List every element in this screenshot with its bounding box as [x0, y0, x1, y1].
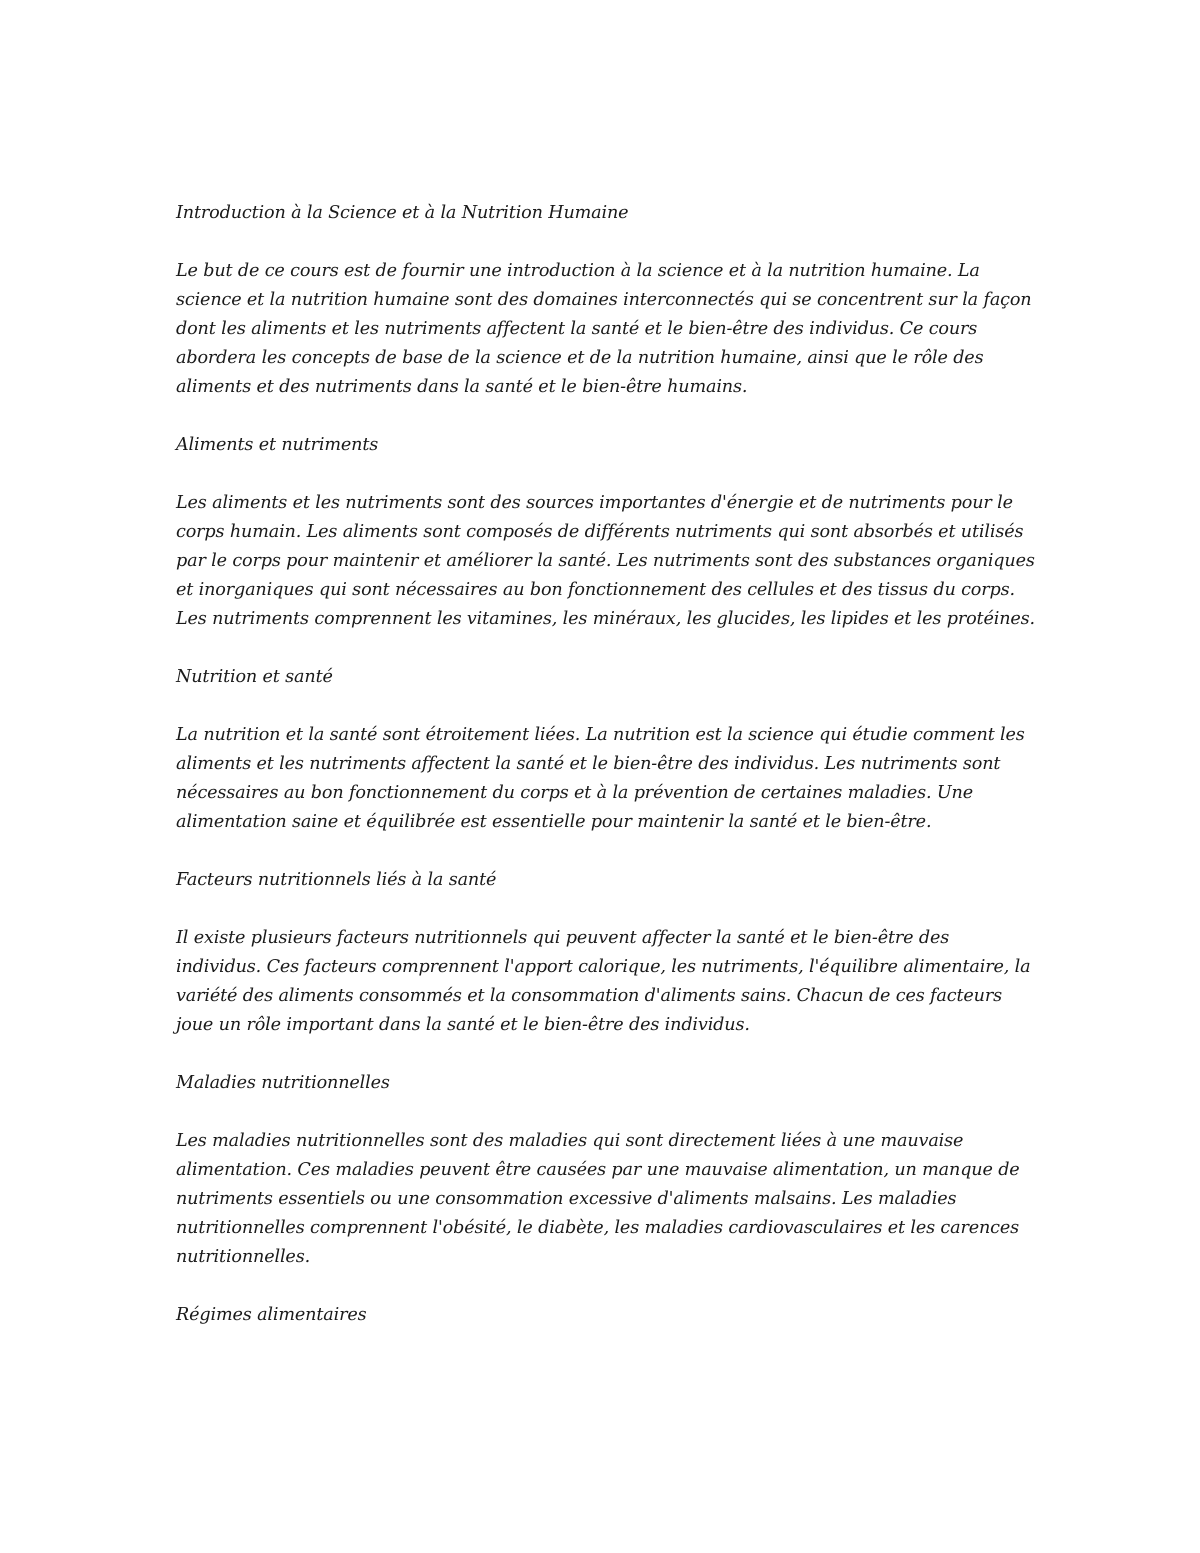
- section-heading-facteurs: Facteurs nutritionnels liés à la santé: [176, 870, 497, 890]
- section-body-aliments: Les aliments et les nutriments sont des sources importantes d'énergie et de nutriments pour le corps humain. Les aliments sont composés de différents nutriments qui sont absorbés et utilisés par le corps pour maintenir et améliorer la santé. Les nutriments sont des substances organiques et inorganiques qui sont nécessaires au bon fonctionnement des cellules et des tissus du corps. Les nutriments comprennent les vitamines, les minéraux, les glucides, les lipides et les protéines.: [176, 493, 1035, 629]
- section-heading-nutrition-sante: Nutrition et santé: [176, 667, 333, 687]
- section-body-maladies: Les maladies nutritionnelles sont des maladies qui sont directement liées à une mauvaise alimentation. Ces maladies peuvent être causées par une mauvaise alimentation, un manque de nutriments essentiels ou une consommation excessive d'aliments malsains. Les maladies nutritionnelles comprennent l'obésité, le diabète, les maladies cardiovasculaires et les carences nutritionnelles.: [176, 1131, 1020, 1267]
- document-title: Introduction à la Science et à la Nutrition Humaine: [176, 203, 629, 223]
- section-body-nutrition-sante: La nutrition et la santé sont étroitement liées. La nutrition est la science qui étudie comment les aliments et les nutriments affectent la santé et le bien-être des individus. Les nutriments sont nécessaires au bon fonctionnement du corps et à la prévention de certaines maladies. Une alimentation saine et équilibrée est essentielle pour maintenir la santé et le bien-être.: [176, 725, 1025, 832]
- section-heading-maladies: Maladies nutritionnelles: [176, 1073, 390, 1093]
- section-heading-regimes: Régimes alimentaires: [176, 1305, 367, 1325]
- section-body-facteurs: Il existe plusieurs facteurs nutritionnels qui peuvent affecter la santé et le bien-être des individus. Ces facteurs comprennent l'apport calorique, les nutriments, l'équilibre alimentaire, la variété des aliments consommés et la consommation d'aliments sains. Chacun de ces facteurs joue un rôle important dans la santé et le bien-être des individus.: [176, 928, 1031, 1035]
- section-heading-aliments: Aliments et nutriments: [176, 435, 379, 455]
- intro-paragraph: Le but de ce cours est de fournir une introduction à la science et à la nutrition humaine. La science et la nutrition humaine sont des domaines interconnectés qui se concentrent sur la façon dont les aliments et les nutriments affectent la santé et le bien-être des individus. Ce cours abordera les concepts de base de la science et de la nutrition humaine, ainsi que le rôle des aliments et des nutriments dans la santé et le bien-être humains.: [176, 261, 1032, 397]
- document-body: [176, 199, 1036, 1359]
